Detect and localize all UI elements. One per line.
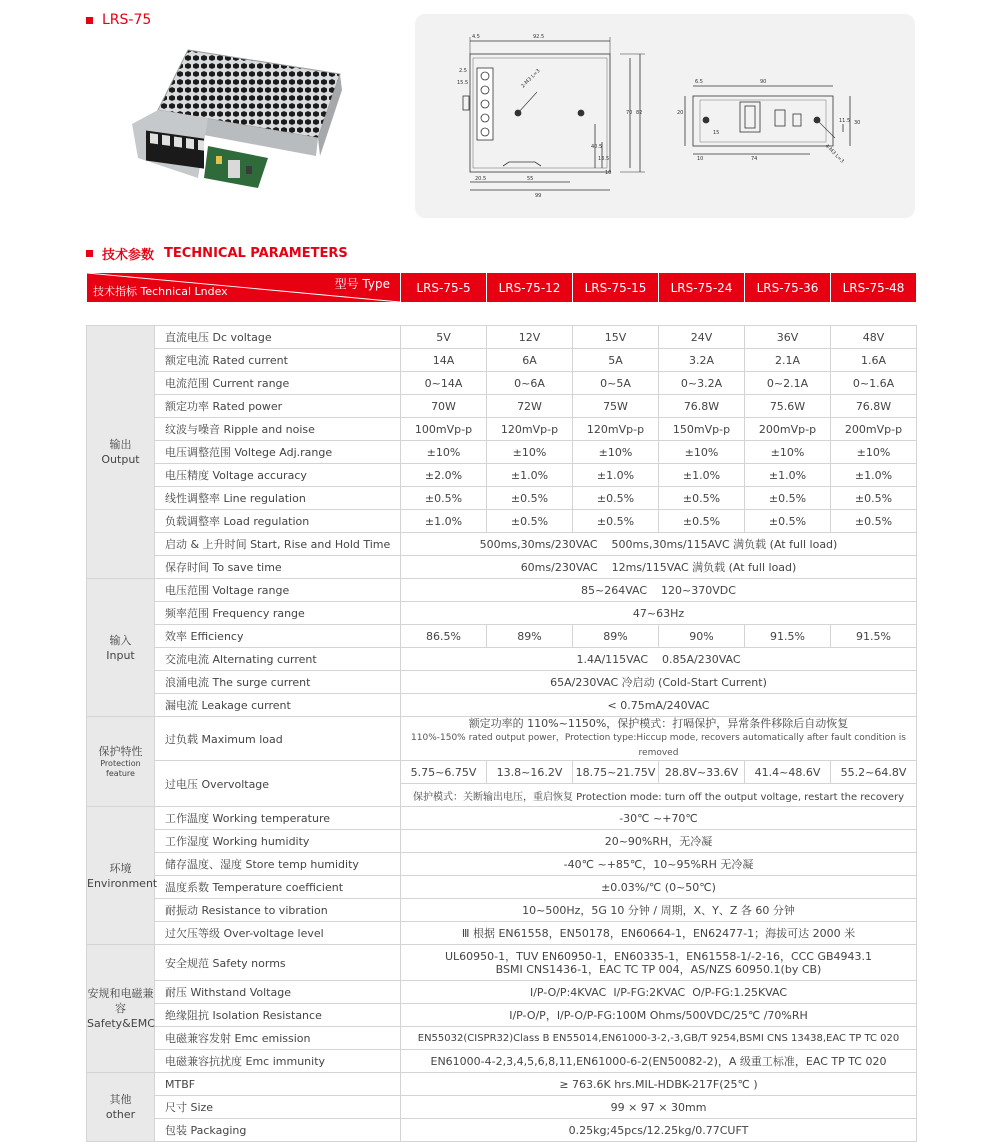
dim-label: 13.5 <box>598 156 610 162</box>
row-label: 温度系数 Temperature coefficient <box>155 876 401 899</box>
cell-merged: Ⅲ 根据 EN61558，EN50178，EN60664-1，EN62477-1；海拔可达 2000 米 <box>401 922 917 945</box>
cell-merged: ≥ 763.6K hrs.MIL-HDBK-217F(25℃ ) <box>401 1073 917 1096</box>
cell: 72W <box>487 395 573 418</box>
table-row <box>87 418 917 441</box>
cell: ±0.5% <box>487 510 573 533</box>
row-label: 线性调整率 Line regulation <box>155 487 401 510</box>
dim-label: 99 <box>535 193 542 199</box>
cell: 89% <box>573 625 659 648</box>
index-label: 技术指标 Technical Lndex <box>93 285 228 298</box>
category-other <box>87 1073 155 1142</box>
cell: 86.5% <box>401 625 487 648</box>
cell: ±1.0% <box>401 510 487 533</box>
dim-label: 92.5 <box>533 34 545 40</box>
row-label: 交流电流 Alternating current <box>155 648 401 671</box>
cell: ±10% <box>487 441 573 464</box>
cell: ±0.5% <box>659 510 745 533</box>
cell: ±10% <box>745 441 831 464</box>
row-label: 频率范围 Frequency range <box>155 602 401 625</box>
table-row <box>87 1004 917 1027</box>
cell: 15V <box>573 326 659 349</box>
cell: 41.4~48.6V <box>745 761 831 784</box>
red-square-icon <box>86 250 93 257</box>
dim-label: 15 <box>713 130 720 136</box>
cell-merged: 500ms,30ms/230VAC 500ms,30ms/115AVC 满负载 (At full load) <box>401 533 917 556</box>
row-label: 电压精度 Voltage accuracy <box>155 464 401 487</box>
table-row <box>87 1050 917 1073</box>
cell: ±0.5% <box>659 487 745 510</box>
dim-label: 30 <box>854 120 861 126</box>
cell: ±1.0% <box>745 464 831 487</box>
cell-merged: I/P-O/P，I/P-O/P-FG:100M Ohms/500VDC/25℃ /70%RH <box>401 1004 917 1027</box>
category-cn: 输入 <box>109 633 132 647</box>
cell: ±0.5% <box>745 510 831 533</box>
table-row <box>87 326 917 349</box>
cell: 12V <box>487 326 573 349</box>
dim-label: 82 <box>636 110 643 116</box>
dim-label: 40.5 <box>591 144 603 150</box>
table-row <box>87 876 917 899</box>
cell-merged: -40℃ ~+85℃，10~95%RH 无冷凝 <box>401 853 917 876</box>
cell: 0~5A <box>573 372 659 395</box>
cell: ±0.5% <box>573 510 659 533</box>
row-label: 直流电压 Dc voltage <box>155 326 401 349</box>
dim-label: 20 <box>677 110 684 116</box>
cell: 89% <box>487 625 573 648</box>
dimension-drawing <box>415 14 915 218</box>
category-en: Protection feature <box>100 759 141 778</box>
dim-label: 4-M3 L=3 <box>823 143 845 165</box>
row-label: 纹波与噪音 Ripple and noise <box>155 418 401 441</box>
cell: 0~2.1A <box>745 372 831 395</box>
cell: ±10% <box>831 441 917 464</box>
cell: 70W <box>401 395 487 418</box>
row-label: 过电压 Overvoltage <box>155 761 401 807</box>
cell: 0~3.2A <box>659 372 745 395</box>
dim-label: 10 <box>697 156 704 162</box>
row-label: 储存温度、湿度 Store temp humidity <box>155 853 401 876</box>
cell: 55.2~64.8V <box>831 761 917 784</box>
row-label: 额定功率 Rated power <box>155 395 401 418</box>
category-cn: 环境 <box>109 861 132 875</box>
dim-label: 74 <box>751 156 758 162</box>
mechanical-drawing-panel <box>415 14 915 218</box>
type-label: 型号 Type <box>334 277 390 291</box>
product-section-title <box>86 12 151 28</box>
cell: 2.1A <box>745 349 831 372</box>
dim-label: 2-M3 L=3 <box>520 68 542 90</box>
table-row <box>87 1119 917 1142</box>
table-row <box>87 1073 917 1096</box>
cell-merged: 60ms/230VAC 12ms/115VAC 满负载 (At full load) <box>401 556 917 579</box>
cell: 28.8V~33.6V <box>659 761 745 784</box>
params-title-en: TECHNICAL PARAMETERS <box>164 246 348 261</box>
cell-merged: 10~500Hz，5G 10 分钟 / 周期，X、Y、Z 各 60 分钟 <box>401 899 917 922</box>
table-row <box>87 395 917 418</box>
category-en: Input <box>106 648 135 662</box>
cell-merged: EN55032(CISPR32)Class B EN55014,EN61000-3-2,-3,GB/T 9254,BSMI CNS 13438,EAC TP TC 020 <box>401 1027 917 1050</box>
spec-table <box>86 272 917 1142</box>
row-label: 耐振动 Resistance to vibration <box>155 899 401 922</box>
cell: ±10% <box>401 441 487 464</box>
table-row <box>87 602 917 625</box>
table-row <box>87 671 917 694</box>
cell-merged <box>401 945 917 981</box>
model-header: LRS-75-12 <box>487 273 573 303</box>
category-cn: 安规和电磁兼容 <box>87 987 154 1015</box>
table-row <box>87 441 917 464</box>
params-title-cn: 技术参数 <box>102 248 155 263</box>
table-row <box>87 556 917 579</box>
cell: 0~1.6A <box>831 372 917 395</box>
cell: 91.5% <box>831 625 917 648</box>
category-safety <box>87 945 155 1073</box>
norms-line: UL60950-1，TUV EN60950-1，EN60335-1，EN61558-1/-2-16，CCC GB4943.1 <box>444 949 873 963</box>
table-row <box>87 510 917 533</box>
cell: 100mVp-p <box>401 418 487 441</box>
row-label: 过欠压等级 Over-voltage level <box>155 922 401 945</box>
dim-label: 2.5 <box>459 68 467 74</box>
dim-label: 11.5 <box>839 118 851 124</box>
category-en: Output <box>101 453 140 466</box>
row-label: 浪涌电流 The surge current <box>155 671 401 694</box>
dim-label: 70 <box>626 110 633 116</box>
cell: ±10% <box>659 441 745 464</box>
cell-merged: EN61000-4-2,3,4,5,6,8,11,EN61000-6-2(EN50082-2)，A 级重工标准，EAC TP TC 020 <box>401 1050 917 1073</box>
cell: 76.8W <box>659 395 745 418</box>
row-label: 负载调整率 Load regulation <box>155 510 401 533</box>
table-row <box>87 1027 917 1050</box>
norms-line: BSMI CNS1436-1，EAC TC TP 004，AS/NZS 60950.1(by CB) <box>495 962 822 976</box>
cell: 75W <box>573 395 659 418</box>
cell: 150mVp-p <box>659 418 745 441</box>
dim-label: 20.5 <box>475 176 487 182</box>
model-header: LRS-75-15 <box>573 273 659 303</box>
dim-label: 10 <box>605 170 612 176</box>
category-protection <box>87 717 155 807</box>
cell-merged: 0.25kg;45pcs/12.25kg/0.77CUFT <box>401 1119 917 1142</box>
row-label: 耐压 Withstand Voltage <box>155 981 401 1004</box>
table-row <box>87 349 917 372</box>
red-square-icon <box>86 17 93 24</box>
table-row <box>87 579 917 602</box>
row-label: 工作温度 Working temperature <box>155 807 401 830</box>
table-header-row <box>87 273 917 303</box>
row-label: 工作湿度 Working humidity <box>155 830 401 853</box>
category-cn: 其他 <box>109 1093 132 1106</box>
row-label: 过负载 Maximum load <box>155 717 401 761</box>
cell: 3.2A <box>659 349 745 372</box>
category-input <box>87 579 155 717</box>
cell: 91.5% <box>745 625 831 648</box>
model-header: LRS-75-36 <box>745 273 831 303</box>
cell: ±1.0% <box>573 464 659 487</box>
cell-merged: < 0.75mA/240VAC <box>401 694 917 717</box>
cell: 120mVp-p <box>487 418 573 441</box>
cell: ±10% <box>573 441 659 464</box>
cell: ±1.0% <box>487 464 573 487</box>
table-row <box>87 981 917 1004</box>
row-label: 电磁兼容抗扰度 Emc immunity <box>155 1050 401 1073</box>
cell: 5V <box>401 326 487 349</box>
dim-label: 15.5 <box>457 80 469 86</box>
model-header: LRS-75-48 <box>831 273 917 303</box>
cell-merged: 47~63Hz <box>401 602 917 625</box>
table-row <box>87 464 917 487</box>
cell-merged: 65A/230VAC 冷启动 (Cold-Start Current) <box>401 671 917 694</box>
overload-en: 110%-150% rated output power，Protection type:Hiccup mode, recovers automatically after fault condition is removed <box>411 733 906 758</box>
dim-label: 4.5 <box>472 34 480 40</box>
cell: ±0.5% <box>573 487 659 510</box>
cell: 0~14A <box>401 372 487 395</box>
model-header: LRS-75-24 <box>659 273 745 303</box>
row-label: 保存时间 To save time <box>155 556 401 579</box>
cell: 13.8~16.2V <box>487 761 573 784</box>
table-row <box>87 717 917 761</box>
category-environment <box>87 807 158 945</box>
table-row <box>87 372 917 395</box>
table-row <box>87 922 917 945</box>
cell: 120mVp-p <box>573 418 659 441</box>
cell: 36V <box>745 326 831 349</box>
cell: ±1.0% <box>659 464 745 487</box>
table-row <box>87 945 917 981</box>
dim-label: 6.5 <box>695 79 703 85</box>
cell-merged: 1.4A/115VAC 0.85A/230VAC <box>401 648 917 671</box>
table-row <box>87 1096 917 1119</box>
row-label: 包装 Packaging <box>155 1119 401 1142</box>
cell: 200mVp-p <box>831 418 917 441</box>
cell-merged: 99 × 97 × 30mm <box>401 1096 917 1119</box>
cell-merged <box>401 717 917 761</box>
row-label: 电磁兼容发射 Emc emission <box>155 1027 401 1050</box>
cell-merged: 20~90%RH，无冷凝 <box>401 830 917 853</box>
category-en: Safety&EMC <box>87 1017 155 1030</box>
cell-merged: 保护模式：关断输出电压，重启恢复 Protection mode: turn off the output voltage, restart the recovery <box>401 784 917 807</box>
category-en: Environment <box>87 876 158 890</box>
cell: ±0.5% <box>401 487 487 510</box>
table-row <box>87 830 917 853</box>
table-row <box>87 807 917 830</box>
cell: ±1.0% <box>831 464 917 487</box>
row-label: 安全规范 Safety norms <box>155 945 401 981</box>
table-row <box>87 853 917 876</box>
row-label: 电压调整范围 Voltege Adj.range <box>155 441 401 464</box>
table-row <box>87 761 917 784</box>
overload-cn: 额定功率的 110%~1150%，保护模式：打嗝保护，异常条件移除后自动恢复 <box>468 717 849 730</box>
row-label: 绝缘阻抗 Isolation Resistance <box>155 1004 401 1027</box>
cell-merged: 85~264VAC 120~370VDC <box>401 579 917 602</box>
product-section-label: LRS-75 <box>102 12 152 28</box>
cell: 14A <box>401 349 487 372</box>
cell: 5A <box>573 349 659 372</box>
cell: ±2.0% <box>401 464 487 487</box>
cell: ±0.5% <box>745 487 831 510</box>
category-cn: 输出 <box>109 438 132 451</box>
cell: 24V <box>659 326 745 349</box>
table-row <box>87 625 917 648</box>
category-cn: 保护特性 <box>98 745 143 758</box>
cell-merged: -30℃ ~+70℃ <box>401 807 917 830</box>
cell: ±0.5% <box>831 487 917 510</box>
row-label: MTBF <box>155 1073 401 1096</box>
cell-merged: I/P-O/P:4KVAC I/P-FG:2KVAC O/P-FG:1.25KVAC <box>401 981 917 1004</box>
row-label: 电压范围 Voltage range <box>155 579 401 602</box>
cell: 200mVp-p <box>745 418 831 441</box>
row-label: 额定电流 Rated current <box>155 349 401 372</box>
category-output <box>87 326 155 579</box>
row-label: 电流范围 Current range <box>155 372 401 395</box>
table-row <box>87 487 917 510</box>
cell: 18.75~21.75V <box>573 761 659 784</box>
cell-merged: ±0.03%/℃ (0~50℃) <box>401 876 917 899</box>
cell: 0~6A <box>487 372 573 395</box>
model-header: LRS-75-5 <box>401 273 487 303</box>
cell: 6A <box>487 349 573 372</box>
cell: ±0.5% <box>487 487 573 510</box>
cell: 75.6W <box>745 395 831 418</box>
table-row <box>87 899 917 922</box>
table-row <box>87 694 917 717</box>
product-image <box>128 38 354 194</box>
table-row <box>87 648 917 671</box>
row-label: 漏电流 Leakage current <box>155 694 401 717</box>
cell: 76.8W <box>831 395 917 418</box>
dim-label: 55 <box>527 176 534 182</box>
cell: 1.6A <box>831 349 917 372</box>
row-label: 尺寸 Size <box>155 1096 401 1119</box>
params-section-title <box>86 244 348 263</box>
cell: 90% <box>659 625 745 648</box>
row-label: 效率 Efficiency <box>155 625 401 648</box>
cell: 5.75~6.75V <box>401 761 487 784</box>
table-row <box>87 533 917 556</box>
header-diagonal-cell <box>87 273 401 303</box>
dim-label: 90 <box>760 79 767 85</box>
cell: ±0.5% <box>831 510 917 533</box>
category-en: other <box>105 1108 136 1121</box>
cell: 48V <box>831 326 917 349</box>
row-label: 启动 & 上升时间 Start, Rise and Hold Time <box>155 533 401 556</box>
